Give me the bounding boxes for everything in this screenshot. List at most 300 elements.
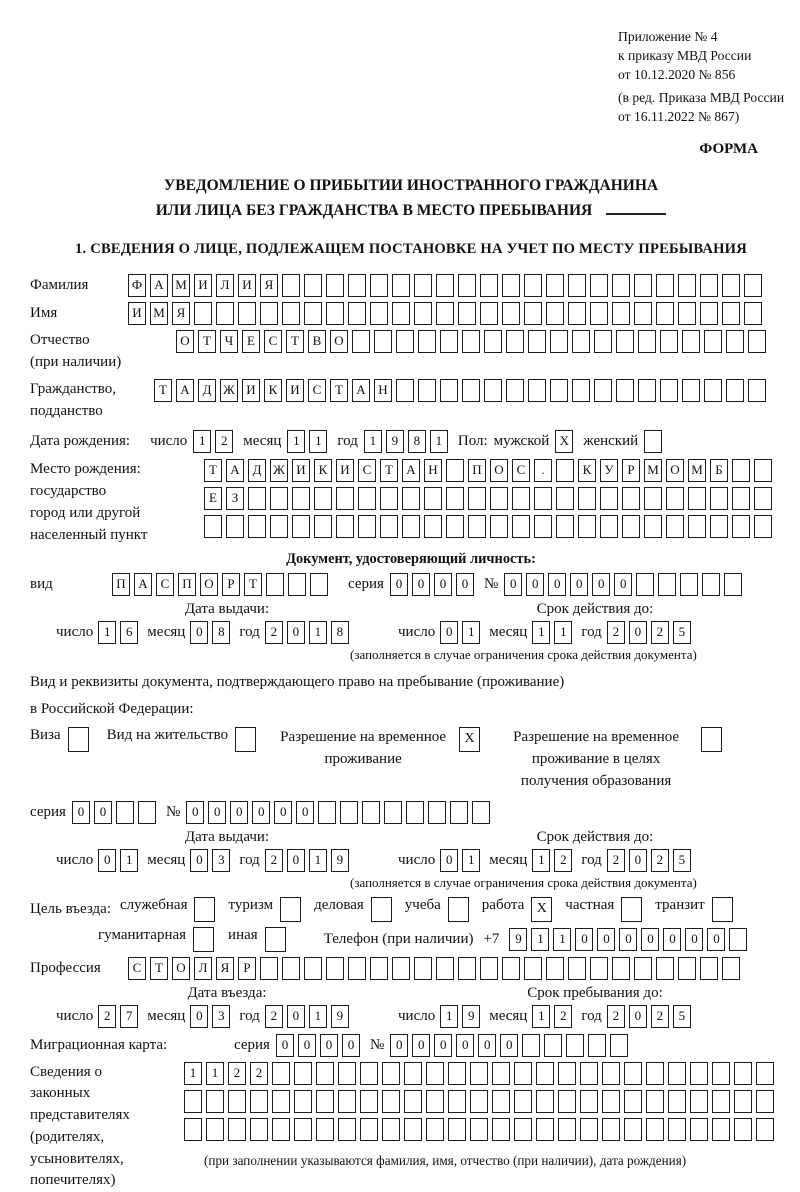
purpose-business-checkbox[interactable] [371,897,396,922]
char-cell[interactable]: О [176,330,194,353]
char-cell[interactable]: 1 [184,1062,202,1085]
char-cell[interactable] [729,928,747,951]
char-cell[interactable] [624,1062,642,1085]
char-cell[interactable] [546,302,564,325]
char-cell[interactable] [348,302,366,325]
char-cell[interactable]: 0 [575,928,593,951]
char-cell[interactable] [534,487,552,510]
char-cell[interactable] [338,1062,356,1085]
char-cell[interactable] [512,487,530,510]
char-cell[interactable] [514,1118,532,1141]
char-cell[interactable] [396,330,414,353]
char-cell[interactable] [216,302,234,325]
char-cell[interactable] [558,1118,576,1141]
char-cell[interactable]: 8 [408,430,426,453]
char-cell[interactable]: 0 [440,621,458,644]
char-cell[interactable]: 0 [629,1005,647,1028]
gender-female-checkbox[interactable] [644,430,666,453]
char-cell[interactable] [704,379,722,402]
char-cell[interactable]: Л [194,957,212,980]
char-cell[interactable]: А [402,459,420,482]
char-cell[interactable] [194,897,215,922]
char-cell[interactable] [468,487,486,510]
char-cell[interactable] [712,1090,730,1113]
char-cell[interactable]: К [264,379,282,402]
char-cell[interactable] [528,379,546,402]
char-cell[interactable] [502,274,520,297]
char-cell[interactable] [266,573,284,596]
char-cell[interactable] [414,302,432,325]
char-cell[interactable] [690,1090,708,1113]
char-cell[interactable]: Д [248,459,266,482]
char-cell[interactable]: 1 [462,849,480,872]
char-cell[interactable] [722,302,740,325]
char-cell[interactable]: 1 [430,430,448,453]
char-cell[interactable]: В [308,330,326,353]
char-cell[interactable] [340,801,358,824]
char-cell[interactable] [732,487,750,510]
char-cell[interactable]: П [112,573,130,596]
char-cell[interactable] [436,302,454,325]
char-cell[interactable]: 1 [193,430,211,453]
char-cell[interactable] [656,957,674,980]
char-cell[interactable] [490,515,508,538]
char-cell[interactable]: С [308,379,326,402]
option-temp-residence-checkbox[interactable] [459,727,484,752]
char-cell[interactable]: С [156,573,174,596]
char-cell[interactable]: X [531,897,552,922]
char-cell[interactable]: 9 [462,1005,480,1028]
char-cell[interactable] [754,459,772,482]
char-cell[interactable] [701,727,722,752]
char-cell[interactable]: Ч [220,330,238,353]
char-cell[interactable]: 0 [190,1005,208,1028]
char-cell[interactable]: 2 [554,1005,572,1028]
char-cell[interactable] [358,515,376,538]
char-cell[interactable]: И [238,274,256,297]
char-cell[interactable] [426,1090,444,1113]
char-cell[interactable] [556,459,574,482]
char-cell[interactable]: 9 [386,430,404,453]
char-cell[interactable]: 1 [532,621,550,644]
char-cell[interactable] [722,957,740,980]
char-cell[interactable]: 0 [504,573,522,596]
char-cell[interactable] [294,1118,312,1141]
char-cell[interactable] [502,302,520,325]
char-cell[interactable] [424,515,442,538]
char-cell[interactable] [568,957,586,980]
char-cell[interactable] [622,515,640,538]
char-cell[interactable] [392,274,410,297]
char-cell[interactable] [380,515,398,538]
char-cell[interactable] [734,1118,752,1141]
char-cell[interactable]: Т [380,459,398,482]
char-cell[interactable] [580,1062,598,1085]
char-cell[interactable] [624,1090,642,1113]
purpose-humanitarian-checkbox[interactable] [193,927,218,952]
char-cell[interactable]: Ф [128,274,146,297]
char-cell[interactable]: 0 [230,801,248,824]
char-cell[interactable] [566,1034,584,1057]
char-cell[interactable]: А [150,274,168,297]
char-cell[interactable] [710,487,728,510]
char-cell[interactable]: 1 [554,621,572,644]
char-cell[interactable] [194,302,212,325]
char-cell[interactable]: 0 [614,573,632,596]
char-cell[interactable]: 0 [456,573,474,596]
char-cell[interactable] [690,1118,708,1141]
char-cell[interactable] [568,302,586,325]
char-cell[interactable]: 0 [287,621,305,644]
char-cell[interactable]: 2 [554,849,572,872]
char-cell[interactable] [588,1034,606,1057]
char-cell[interactable]: 1 [120,849,138,872]
char-cell[interactable]: 1 [287,430,305,453]
char-cell[interactable] [446,487,464,510]
char-cell[interactable]: Т [198,330,216,353]
char-cell[interactable] [480,957,498,980]
char-cell[interactable] [658,573,676,596]
char-cell[interactable] [193,927,214,952]
char-cell[interactable] [644,515,662,538]
char-cell[interactable] [756,1062,774,1085]
char-cell[interactable] [204,515,222,538]
char-cell[interactable] [678,274,696,297]
char-cell[interactable] [612,302,630,325]
char-cell[interactable] [688,515,706,538]
char-cell[interactable]: И [336,459,354,482]
option-temp-residence-education-checkbox[interactable] [701,727,726,752]
char-cell[interactable] [612,957,630,980]
char-cell[interactable] [235,727,256,752]
char-cell[interactable]: 1 [309,1005,327,1028]
char-cell[interactable]: К [578,459,596,482]
char-cell[interactable]: О [666,459,684,482]
char-cell[interactable]: Ж [270,459,288,482]
char-cell[interactable]: Я [216,957,234,980]
char-cell[interactable] [370,957,388,980]
char-cell[interactable] [436,957,454,980]
char-cell[interactable]: 0 [592,573,610,596]
char-cell[interactable] [272,1118,290,1141]
char-cell[interactable] [428,801,446,824]
char-cell[interactable] [678,302,696,325]
char-cell[interactable] [492,1118,510,1141]
char-cell[interactable]: С [128,957,146,980]
char-cell[interactable]: 2 [651,1005,669,1028]
char-cell[interactable]: 0 [434,573,452,596]
char-cell[interactable]: 0 [190,849,208,872]
char-cell[interactable]: 0 [72,801,90,824]
char-cell[interactable]: И [242,379,260,402]
char-cell[interactable]: Я [260,274,278,297]
char-cell[interactable] [580,1090,598,1113]
char-cell[interactable] [726,330,744,353]
char-cell[interactable] [184,1090,202,1113]
char-cell[interactable] [370,302,388,325]
char-cell[interactable] [624,1118,642,1141]
char-cell[interactable] [612,274,630,297]
char-cell[interactable]: 8 [331,621,349,644]
char-cell[interactable]: Ж [220,379,238,402]
char-cell[interactable] [116,801,134,824]
char-cell[interactable]: А [134,573,152,596]
char-cell[interactable] [644,430,662,453]
char-cell[interactable] [590,957,608,980]
char-cell[interactable] [638,330,656,353]
char-cell[interactable] [556,515,574,538]
char-cell[interactable]: 0 [685,928,703,951]
char-cell[interactable]: 0 [456,1034,474,1057]
char-cell[interactable] [418,379,436,402]
char-cell[interactable] [704,330,722,353]
char-cell[interactable] [462,379,480,402]
char-cell[interactable] [458,302,476,325]
char-cell[interactable] [700,302,718,325]
char-cell[interactable] [436,274,454,297]
char-cell[interactable] [712,1062,730,1085]
char-cell[interactable] [448,1090,466,1113]
char-cell[interactable] [556,487,574,510]
char-cell[interactable] [310,573,328,596]
char-cell[interactable] [402,515,420,538]
char-cell[interactable] [748,330,766,353]
char-cell[interactable]: 0 [208,801,226,824]
purpose-work-checkbox[interactable] [531,897,556,922]
char-cell[interactable] [270,487,288,510]
char-cell[interactable] [524,274,542,297]
char-cell[interactable] [314,515,332,538]
char-cell[interactable] [338,1118,356,1141]
purpose-other-checkbox[interactable] [265,927,290,952]
char-cell[interactable]: 1 [309,621,327,644]
char-cell[interactable]: П [468,459,486,482]
char-cell[interactable]: 0 [252,801,270,824]
char-cell[interactable]: М [172,274,190,297]
char-cell[interactable] [600,515,618,538]
char-cell[interactable] [360,1118,378,1141]
char-cell[interactable]: О [172,957,190,980]
char-cell[interactable]: Д [198,379,216,402]
purpose-study-checkbox[interactable] [448,897,473,922]
char-cell[interactable] [288,573,306,596]
char-cell[interactable]: О [330,330,348,353]
char-cell[interactable]: 0 [619,928,637,951]
char-cell[interactable] [594,330,612,353]
char-cell[interactable]: . [534,459,552,482]
char-cell[interactable]: О [200,573,218,596]
char-cell[interactable]: А [226,459,244,482]
char-cell[interactable] [621,897,642,922]
char-cell[interactable] [468,515,486,538]
char-cell[interactable] [712,1118,730,1141]
char-cell[interactable] [384,801,402,824]
char-cell[interactable]: 0 [500,1034,518,1057]
purpose-transit-checkbox[interactable] [712,897,737,922]
char-cell[interactable]: 0 [440,849,458,872]
char-cell[interactable]: Е [204,487,222,510]
char-cell[interactable] [458,957,476,980]
char-cell[interactable]: Р [238,957,256,980]
char-cell[interactable] [536,1118,554,1141]
char-cell[interactable]: Л [216,274,234,297]
char-cell[interactable]: 2 [228,1062,246,1085]
char-cell[interactable]: Е [242,330,260,353]
char-cell[interactable]: 3 [212,849,230,872]
char-cell[interactable] [666,515,684,538]
char-cell[interactable] [358,487,376,510]
char-cell[interactable] [678,957,696,980]
char-cell[interactable]: Т [154,379,172,402]
char-cell[interactable] [590,302,608,325]
char-cell[interactable]: А [352,379,370,402]
char-cell[interactable] [578,515,596,538]
char-cell[interactable]: 1 [531,928,549,951]
char-cell[interactable] [414,274,432,297]
char-cell[interactable]: 0 [287,849,305,872]
purpose-official-checkbox[interactable] [194,897,219,922]
char-cell[interactable]: 0 [597,928,615,951]
char-cell[interactable]: 1 [532,849,550,872]
char-cell[interactable]: О [490,459,508,482]
char-cell[interactable] [522,1034,540,1057]
char-cell[interactable]: 2 [607,849,625,872]
char-cell[interactable] [404,1118,422,1141]
char-cell[interactable] [352,330,370,353]
char-cell[interactable] [404,1062,422,1085]
char-cell[interactable] [184,1118,202,1141]
char-cell[interactable]: 0 [320,1034,338,1057]
char-cell[interactable] [528,330,546,353]
char-cell[interactable]: З [226,487,244,510]
char-cell[interactable] [292,487,310,510]
char-cell[interactable] [480,302,498,325]
char-cell[interactable]: 5 [673,849,691,872]
char-cell[interactable] [424,487,442,510]
char-cell[interactable] [712,897,733,922]
char-cell[interactable] [338,1090,356,1113]
char-cell[interactable] [206,1090,224,1113]
char-cell[interactable] [732,515,750,538]
char-cell[interactable] [646,1118,664,1141]
char-cell[interactable] [610,1034,628,1057]
char-cell[interactable] [472,801,490,824]
char-cell[interactable] [668,1090,686,1113]
char-cell[interactable]: Я [172,302,190,325]
char-cell[interactable] [594,379,612,402]
char-cell[interactable] [668,1062,686,1085]
char-cell[interactable]: 0 [412,1034,430,1057]
char-cell[interactable]: 0 [629,849,647,872]
char-cell[interactable]: 2 [98,1005,116,1028]
char-cell[interactable] [744,274,762,297]
char-cell[interactable] [382,1090,400,1113]
char-cell[interactable]: 0 [570,573,588,596]
char-cell[interactable]: 0 [526,573,544,596]
gender-male-checkbox[interactable] [555,430,577,453]
char-cell[interactable] [656,302,674,325]
char-cell[interactable] [294,1062,312,1085]
char-cell[interactable] [318,801,336,824]
char-cell[interactable]: X [555,430,573,453]
char-cell[interactable] [700,957,718,980]
char-cell[interactable] [568,274,586,297]
char-cell[interactable]: 0 [274,801,292,824]
char-cell[interactable] [580,1118,598,1141]
char-cell[interactable]: Т [204,459,222,482]
char-cell[interactable] [634,957,652,980]
char-cell[interactable]: 0 [434,1034,452,1057]
char-cell[interactable] [490,487,508,510]
char-cell[interactable] [754,515,772,538]
char-cell[interactable] [406,801,424,824]
option-residence-permit-checkbox[interactable] [235,727,260,752]
char-cell[interactable]: 2 [215,430,233,453]
char-cell[interactable]: 0 [629,621,647,644]
char-cell[interactable] [656,274,674,297]
char-cell[interactable]: 0 [478,1034,496,1057]
char-cell[interactable] [722,274,740,297]
char-cell[interactable] [326,274,344,297]
char-cell[interactable]: 5 [673,1005,691,1028]
char-cell[interactable] [336,487,354,510]
char-cell[interactable] [282,274,300,297]
char-cell[interactable] [668,1118,686,1141]
char-cell[interactable] [602,1090,620,1113]
char-cell[interactable] [660,330,678,353]
char-cell[interactable] [480,274,498,297]
char-cell[interactable] [374,330,392,353]
char-cell[interactable]: И [128,302,146,325]
char-cell[interactable] [506,330,524,353]
char-cell[interactable] [550,330,568,353]
char-cell[interactable]: Н [424,459,442,482]
char-cell[interactable] [734,1062,752,1085]
char-cell[interactable] [754,487,772,510]
char-cell[interactable]: 1 [532,1005,550,1028]
char-cell[interactable]: И [292,459,310,482]
char-cell[interactable]: 2 [265,1005,283,1028]
char-cell[interactable] [622,487,640,510]
char-cell[interactable]: 1 [553,928,571,951]
char-cell[interactable] [558,1090,576,1113]
char-cell[interactable] [666,487,684,510]
char-cell[interactable] [272,1062,290,1085]
char-cell[interactable]: 1 [206,1062,224,1085]
char-cell[interactable] [316,1062,334,1085]
char-cell[interactable]: 0 [663,928,681,951]
purpose-tourism-checkbox[interactable] [280,897,305,922]
char-cell[interactable] [418,330,436,353]
char-cell[interactable] [260,957,278,980]
char-cell[interactable] [748,379,766,402]
char-cell[interactable] [326,957,344,980]
char-cell[interactable] [524,302,542,325]
char-cell[interactable] [304,302,322,325]
char-cell[interactable]: 7 [120,1005,138,1028]
char-cell[interactable] [440,379,458,402]
char-cell[interactable] [380,487,398,510]
char-cell[interactable] [724,573,742,596]
char-cell[interactable]: 0 [190,621,208,644]
char-cell[interactable]: М [688,459,706,482]
char-cell[interactable] [638,379,656,402]
char-cell[interactable] [396,379,414,402]
char-cell[interactable]: 0 [390,573,408,596]
char-cell[interactable] [536,1062,554,1085]
char-cell[interactable] [512,515,530,538]
char-cell[interactable] [316,1090,334,1113]
